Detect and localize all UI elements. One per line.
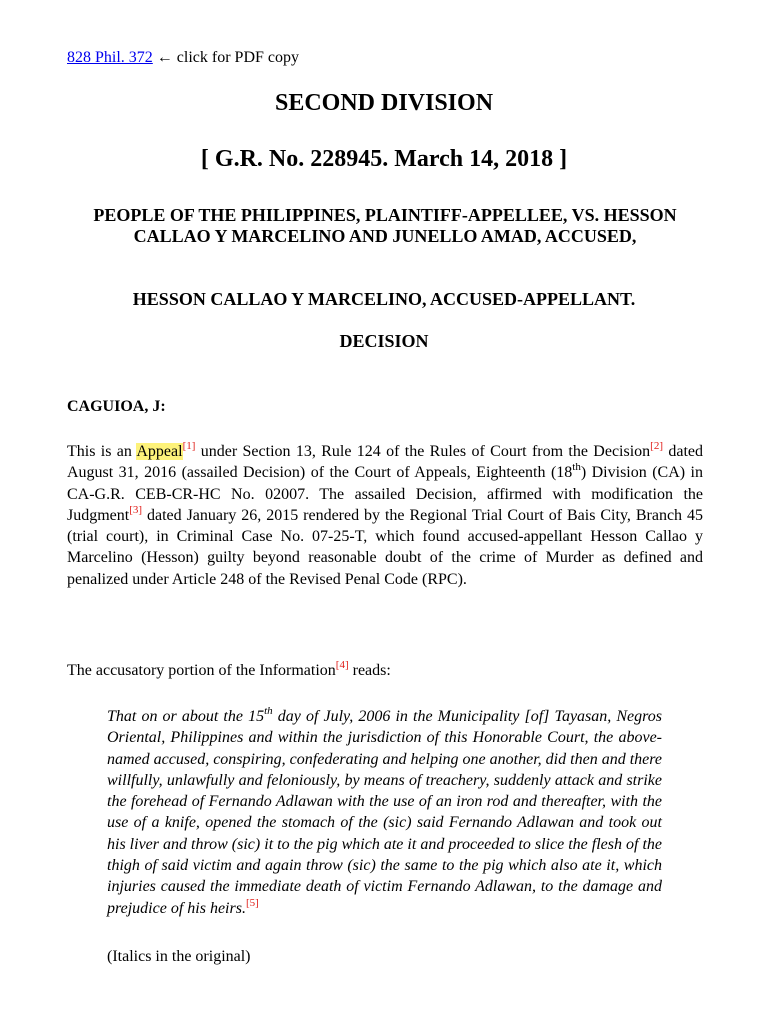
- footnote-ref-4[interactable]: [4]: [335, 659, 349, 671]
- paragraph-text: This is an: [67, 443, 137, 460]
- case-number-heading: [ G.R. No. 228945. March 14, 2018 ]: [200, 146, 568, 172]
- footnote-ref-1[interactable]: [1]: [182, 440, 196, 452]
- paragraph-text: The accusatory portion of the Information: [67, 662, 336, 679]
- parties-heading: PEOPLE OF THE PHILIPPINES, PLAINTIFF-APPELLEE, VS. HESSON CALLAO Y MARCELINO AND JUNELLO AMAD, ACCUSED,: [93, 205, 677, 246]
- italics-note: (Italics in the original): [107, 948, 251, 965]
- ponente: CAGUIOA, J:: [67, 398, 166, 415]
- quote-text: That on or about the 15: [107, 708, 265, 725]
- paragraph-text: dated January 26, 2015 rendered by the Regional Trial Court of Bais City, Branch 45 (trial court), in Criminal Case No. 07-25-T, which found accused-appellant Hesson Callao y Marcelino (Hesson) guilty beyond reasonable doubt of the crime of Murder as defined and penalized under Article 248 of the Revised Penal Code (RPC).: [67, 506, 703, 588]
- pdf-copy-hint: ← click for PDF copy: [152, 49, 299, 66]
- paragraph-text: dated August 31, 2016 (assailed Decision) of the Court of Appeals, Eighteenth (18: [67, 443, 703, 482]
- footnote-ref-2[interactable]: [2]: [650, 440, 663, 452]
- paragraph-text: ) Division (CA) in CA-G.R. CEB-CR-HC No. 02007. The assailed Decision, affirmed with modification the Judgment: [67, 464, 703, 524]
- paragraph-text: reads:: [348, 662, 391, 679]
- pdf-copy-link[interactable]: 828 Phil. 372: [67, 49, 153, 66]
- pdf-copy-line: [67, 48, 299, 68]
- paragraph-intro: [67, 441, 703, 590]
- information-quote: [107, 706, 662, 919]
- ordinal-suffix: th: [572, 461, 581, 474]
- appellant-heading: HESSON CALLAO Y MARCELINO, ACCUSED-APPELLANT.: [132, 289, 636, 309]
- decision-heading: DECISION: [339, 331, 429, 351]
- footnote-ref-3[interactable]: [3]: [129, 503, 143, 516]
- highlighted-word: Appeal: [136, 443, 183, 460]
- quote-text: day of July, 2006 in the Municipality [of] Tayasan, Negros Oriental, Philippines and within the jurisdiction of this Honorable Court, the above-named accused, conspiring, confederating and helping one another, did then and there willfully, unlawfully and feloniously, by means of treachery, suddenly attack and strike the forehead of Fernando Adlawan with the use of an iron rod and thereafter, with the use of a knife, opened the stomach of the (sic) said Fernando Adlawan and took out his liver and throw (sic) it to the pig which ate it and proceeded to slice the flesh of the thigh of said victim and again throw (sic) the same to the pig which also ate it, which injuries caused the immediate death of victim Fernando Adlawan, to the damage and prejudice of his heirs.: [107, 708, 663, 917]
- ordinal-suffix: th: [264, 705, 273, 717]
- paragraph-text: under Section 13, Rule 124 of the Rules of Court from the Decision: [195, 443, 651, 460]
- division-heading: SECOND DIVISION: [274, 90, 494, 116]
- footnote-ref-5[interactable]: [5]: [245, 896, 259, 909]
- paragraph-information: [67, 660, 703, 681]
